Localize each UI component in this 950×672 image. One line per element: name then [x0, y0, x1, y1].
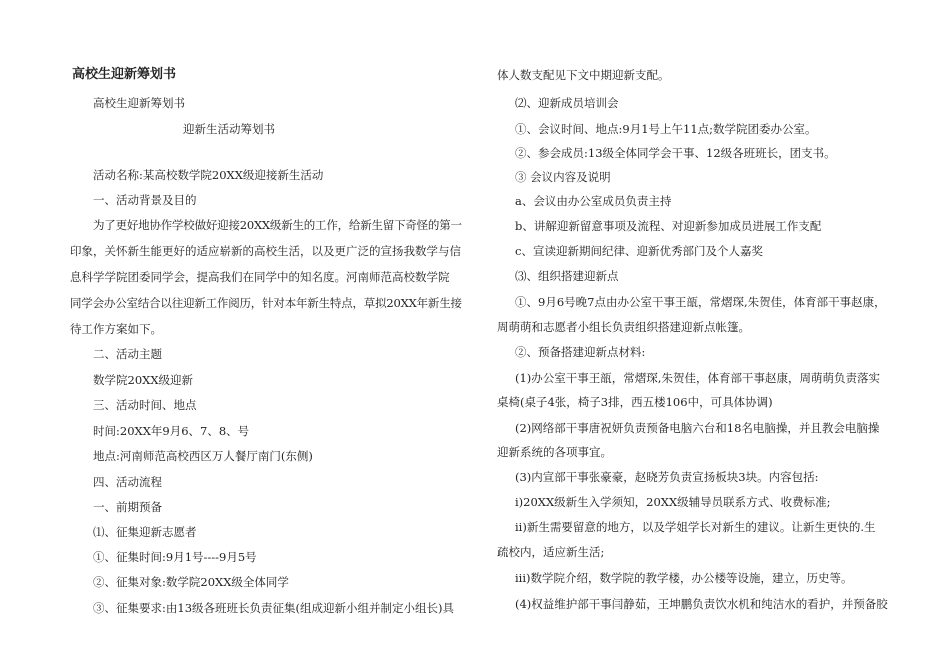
text-line: 为了更好地协作学校做好迎接20XX级新生的工作，给新生留下奇怪的第一 — [93, 218, 462, 232]
section-heading: 四、活动流程 — [93, 475, 162, 489]
text-line: ①、9月6号晚7点由办公室干事王瓿，常熠琛,朱贺佳，体育部干事赵康， — [515, 295, 886, 309]
text-line: c、宣读迎新期间纪律、迎新优秀部门及个人嘉奖 — [515, 244, 763, 258]
document-title: 高校生迎新筹划书 — [72, 67, 177, 82]
text-line: 迎新系统的各项事宜。 — [497, 445, 612, 459]
text-line: 疏校内，适应新生活; — [497, 545, 605, 559]
text-line: 高校生迎新筹划书 — [93, 96, 185, 110]
text-line: 待工作方案如下。 — [70, 322, 162, 336]
text-line: ③、征集要求:由13级各班班长负责征集(组成迎新小组并制定小组长)具 — [93, 601, 454, 615]
section-heading: 一、前期预备 — [93, 500, 162, 514]
section-heading: 二、活动主题 — [93, 347, 162, 361]
text-line: 迎新生活动筹划书 — [183, 122, 275, 136]
text-line: 体人数支配见下文中期迎新支配。 — [497, 68, 670, 82]
text-line: 桌椅(桌子4张，椅子3排，西五楼106中，可具体协调) — [497, 395, 773, 409]
text-line: a、会议由办公室成员负责主持 — [515, 194, 672, 208]
text-line: ②、参会成员:13级全体同学会干事、12级各班班长，团支书。 — [515, 146, 836, 160]
text-line: b、讲解迎新留意事项及流程、对迎新参加成员进展工作支配 — [515, 219, 822, 233]
section-heading: 三、活动时间、地点 — [93, 398, 197, 412]
text-line: 地点:河南师范高校西区万人餐厅南门(东侧) — [93, 449, 313, 463]
text-line: i)20XX级新生入学须知，20XX级辅导员联系方式、收费标准; — [515, 495, 831, 509]
text-line: ii)新生需要留意的地方，以及学姐学长对新生的建议。让新生更快的.生 — [515, 520, 876, 534]
text-line: 活动名称:某高校数学院20XX级迎接新生活动 — [93, 168, 324, 182]
section-heading: ⑶、组织搭建迎新点 — [515, 269, 619, 283]
text-line: (4)权益维护部干事闫静茹，王坤鹏负责饮水机和纯洁水的看护，并预备胶 — [515, 597, 888, 611]
text-line: ⑴、征集迎新志愿者 — [93, 525, 197, 539]
text-line: (3)内宣部干事张豪豪，赵晓芳负责宣扬板块3块。内容包括: — [515, 470, 819, 484]
text-line: 时间:20XX年9月6、7、8、号 — [93, 424, 250, 438]
text-line: ①、征集时间:9月1号----9月5号 — [93, 550, 257, 564]
text-line: 印象，关怀新生能更好的适应崭新的高校生活，以及更广泛的宣扬我数学与信 — [70, 244, 461, 258]
text-line: ②、预备搭建迎新点材料: — [515, 345, 646, 359]
section-heading: ⑵、迎新成员培训会 — [515, 96, 619, 110]
text-line: 数学院20XX级迎新 — [93, 373, 194, 387]
text-line: ①、会议时间、地点:9月1号上午11点;数学院团委办公室。 — [515, 122, 817, 136]
text-line: 息科学学院团委同学会，提高我们在同学中的知名度。河南师范高校数学院 — [70, 270, 450, 284]
text-line: ③ 会议内容及说明 — [515, 170, 611, 184]
text-line: iii)数学院介绍，数学院的教学楼，办公楼等设施，建立，历史等。 — [515, 571, 853, 585]
text-line: 同学会办公室结合以往迎新工作阅历，针对本年新生特点，草拟20XX年新生接 — [70, 296, 462, 310]
text-line: (2)网络部干事唐祝妍负责预备电脑六台和18名电脑操，并且教会电脑操 — [515, 421, 880, 435]
section-heading: 一、活动背景及目的 — [93, 193, 197, 207]
text-line: 周萌萌和志愿者小组长负责组织搭建迎新点帐篷。 — [497, 320, 750, 334]
text-line: (1)办公室干事王瓿，常熠琛,朱贺佳，体育部干事赵康，周萌萌负责落实 — [515, 371, 880, 385]
text-line: ②、征集对象:数学院20XX级全体同学 — [93, 575, 289, 589]
